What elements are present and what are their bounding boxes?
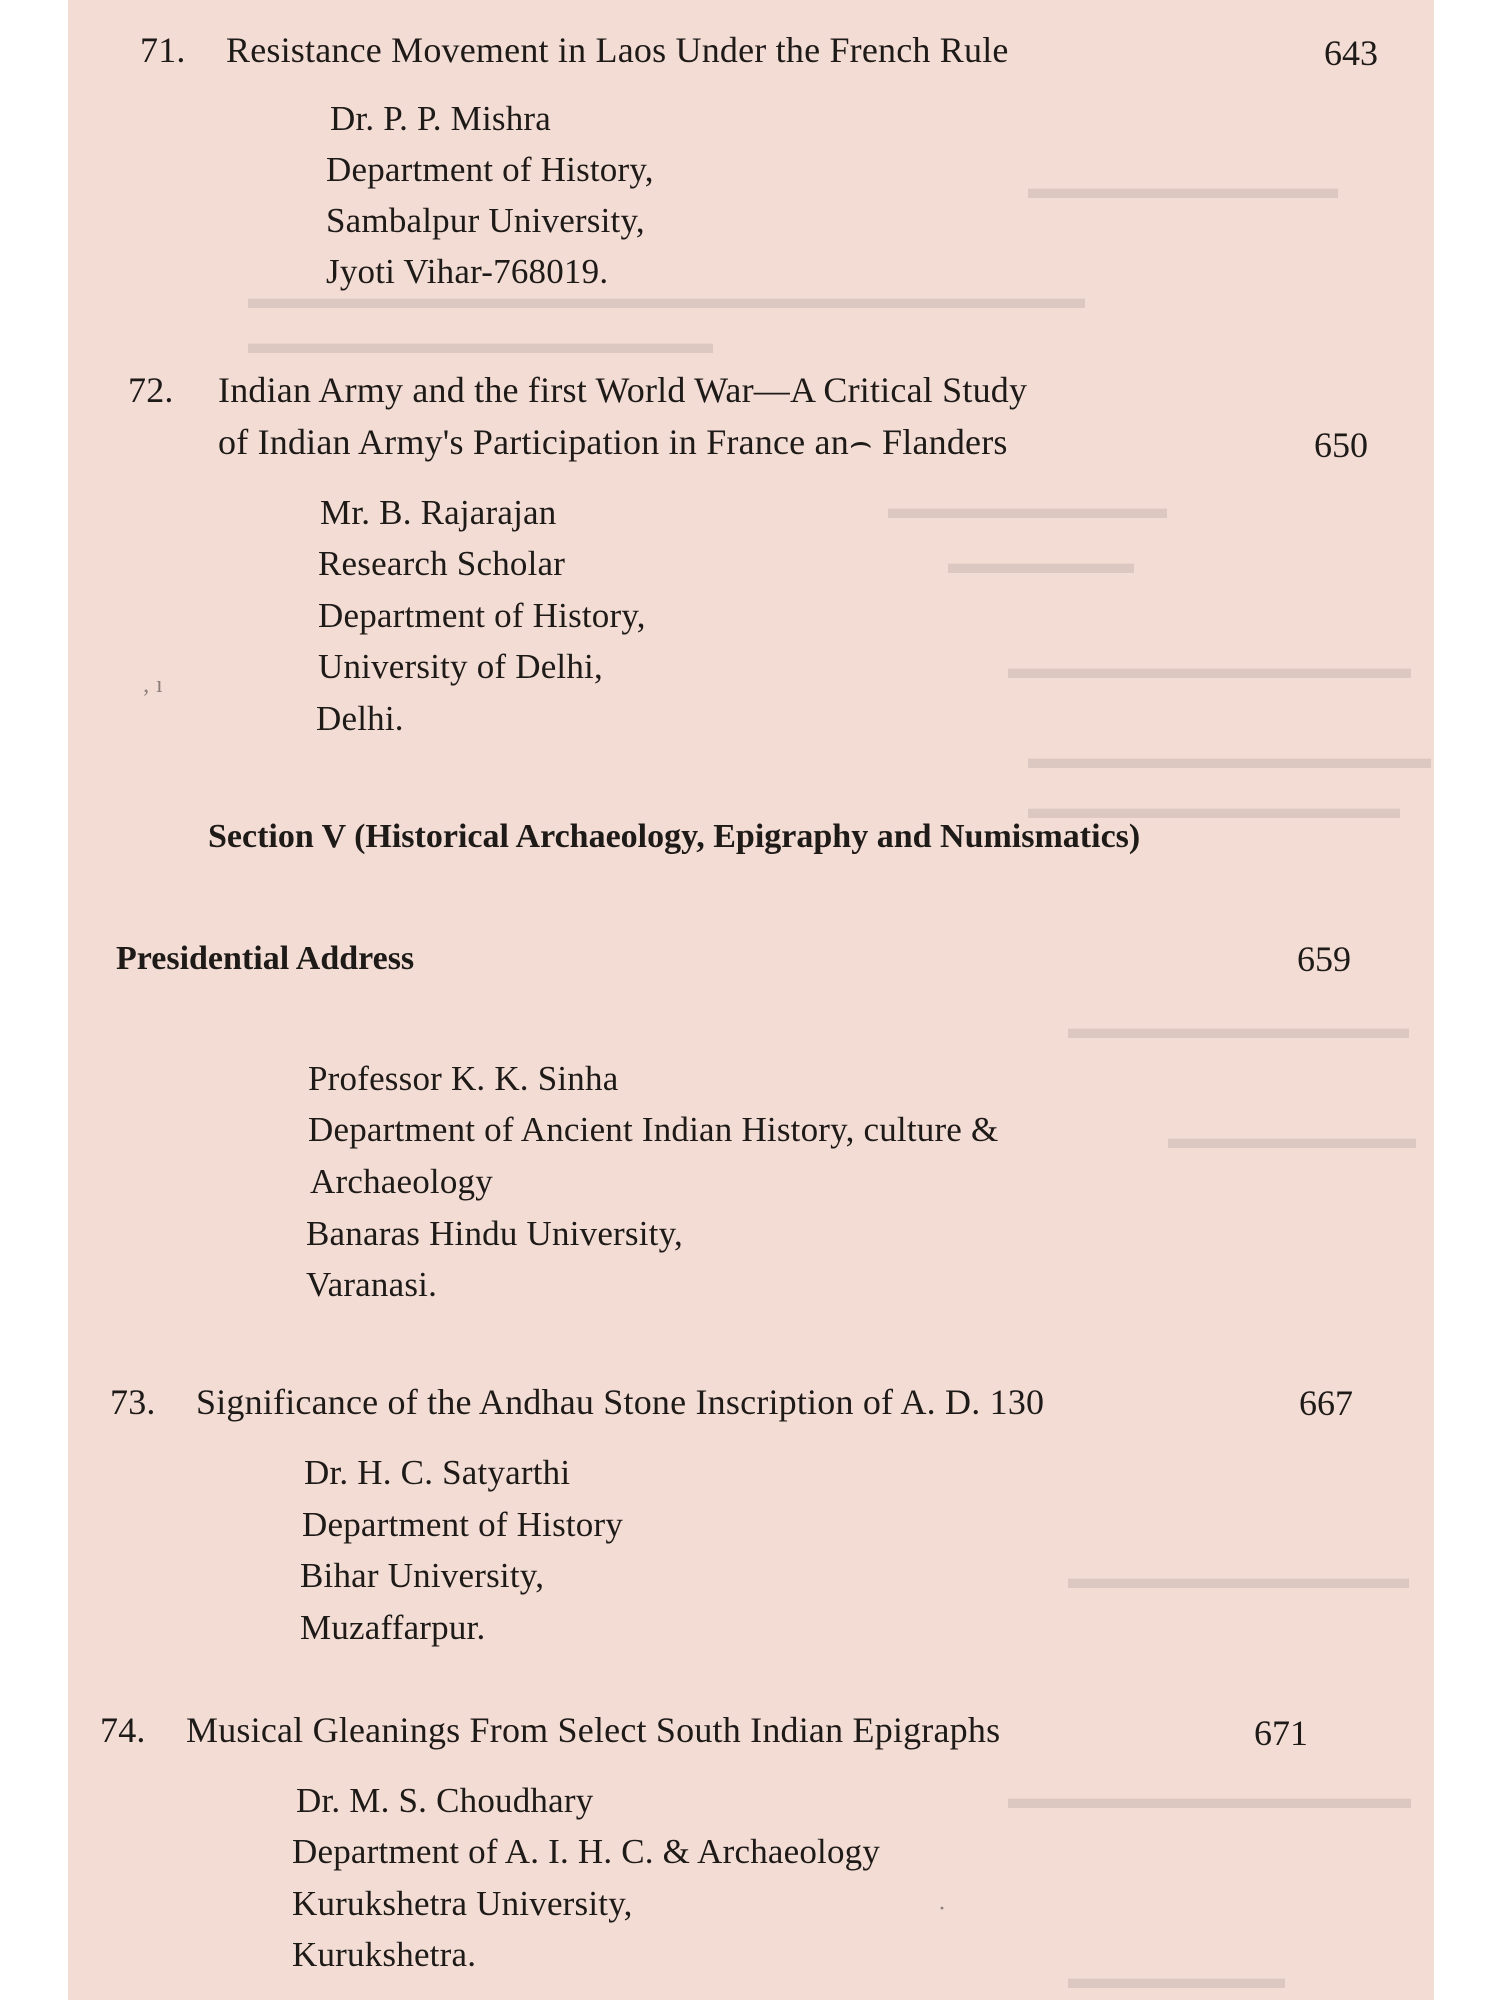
- section-heading: Section V (Historical Archaeology, Epigraphy and Numismatics): [208, 818, 1141, 855]
- bleed-through: ▬▬▬▬▬▬▬▬▬▬▬▬▬: [1008, 1780, 1411, 1815]
- author-affiliation: Varanasi.: [306, 1265, 438, 1304]
- author-affiliation: Kurukshetra University,: [292, 1884, 633, 1923]
- entry-number: 71.: [140, 30, 186, 70]
- author-affiliation: Department of A. I. H. C. & Archaeology: [292, 1832, 881, 1871]
- stray-mark: ‚ ı: [142, 672, 163, 698]
- presidential-address-heading: Presidential Address: [116, 940, 415, 977]
- author-affiliation: Department of History: [302, 1505, 624, 1544]
- bleed-through: ▬▬▬▬▬▬▬▬▬▬▬▬: [1028, 790, 1400, 825]
- author-name: Dr. H. C. Satyarthi: [304, 1453, 571, 1492]
- entry-title: Indian Army and the first World War—A Critical Study: [218, 370, 1028, 410]
- bleed-through: ▬▬▬▬▬▬▬: [1068, 1960, 1285, 1995]
- author-affiliation: Department of History,: [318, 596, 646, 635]
- entry-number: 74.: [100, 1710, 146, 1750]
- author-name: Professor K. K. Sinha: [308, 1059, 619, 1098]
- bleed-through: ▬▬▬▬▬▬▬▬▬▬▬: [1068, 1010, 1409, 1045]
- author-affiliation: Delhi.: [316, 699, 404, 738]
- author-affiliation: Sambalpur University,: [326, 201, 645, 240]
- bleed-through: ▬▬▬▬▬▬▬▬: [1168, 1120, 1416, 1155]
- page-number: 650: [1314, 425, 1368, 465]
- entry-title-continued: of Indian Army's Participation in France an⌢ Flanders: [218, 422, 1008, 462]
- page-number: 643: [1324, 33, 1378, 73]
- page-number: 659: [1297, 939, 1351, 979]
- author-affiliation: Archaeology: [310, 1162, 493, 1201]
- author-affiliation: Research Scholar: [318, 544, 566, 583]
- bleed-through: ▬▬▬▬▬▬▬▬▬▬▬▬▬▬▬: [248, 325, 713, 360]
- author-affiliation: Kurukshetra.: [292, 1935, 477, 1974]
- bleed-through: ▬▬▬▬▬▬: [948, 545, 1134, 580]
- entry-number: 73.: [110, 1382, 156, 1422]
- bleed-through: ▬▬▬▬▬▬▬▬▬▬: [1028, 170, 1338, 205]
- bleed-through: ▬▬▬▬▬▬▬▬▬▬▬▬▬▬▬▬▬▬▬▬▬▬▬▬▬▬▬: [248, 280, 1085, 315]
- book-page: [68, 0, 1434, 2000]
- entry-number: 72.: [128, 370, 174, 410]
- bleed-through: ▬▬▬▬▬▬▬▬▬: [888, 490, 1167, 525]
- entry-title: Resistance Movement in Laos Under the French Rule: [226, 30, 1009, 70]
- entry-title: Musical Gleanings From Select South Indian Epigraphs: [186, 1710, 1001, 1750]
- author-name: Dr. P. P. Mishra: [330, 99, 552, 138]
- bleed-through: ▬▬▬▬▬▬▬▬▬▬▬▬▬: [1008, 650, 1411, 685]
- bleed-through: ▬▬▬▬▬▬▬▬▬▬▬▬▬: [1028, 740, 1431, 775]
- stray-mark: ·: [938, 1896, 946, 1922]
- page-number: 671: [1254, 1713, 1308, 1753]
- bleed-through: ▬▬▬▬▬▬▬▬▬▬▬: [1068, 1560, 1409, 1595]
- author-affiliation: Jyoti Vihar-768019.: [326, 252, 609, 291]
- author-affiliation: Department of Ancient Indian History, culture &: [308, 1110, 999, 1149]
- author-name: Dr. M. S. Choudhary: [296, 1781, 594, 1820]
- author-affiliation: Bihar University,: [300, 1556, 545, 1595]
- page-number: 667: [1299, 1383, 1353, 1423]
- author-affiliation: University of Delhi,: [318, 647, 603, 686]
- author-affiliation: Department of History,: [326, 150, 654, 189]
- entry-title: Significance of the Andhau Stone Inscription of A. D. 130: [196, 1382, 1045, 1422]
- author-name: Mr. B. Rajarajan: [320, 493, 557, 532]
- author-affiliation: Banaras Hindu University,: [306, 1214, 683, 1253]
- author-affiliation: Muzaffarpur.: [300, 1608, 486, 1647]
